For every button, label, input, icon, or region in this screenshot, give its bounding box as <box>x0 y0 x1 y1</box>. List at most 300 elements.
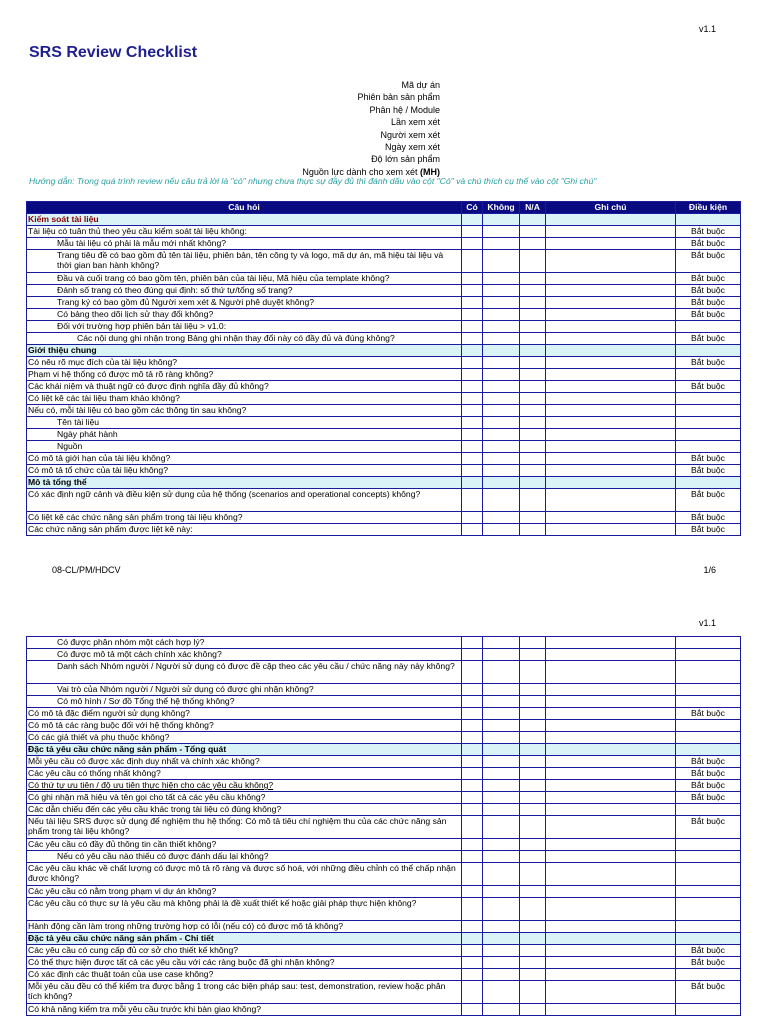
col-no-header: Không <box>483 202 520 214</box>
condition-cell: Bắt buộc <box>676 273 741 285</box>
na-cell[interactable] <box>520 238 546 250</box>
yes-cell[interactable] <box>462 804 483 816</box>
yes-cell[interactable] <box>462 250 483 273</box>
notes-cell[interactable] <box>546 524 676 536</box>
notes-cell[interactable] <box>546 886 676 898</box>
yes-cell[interactable] <box>462 369 483 381</box>
yes-cell[interactable] <box>462 238 483 250</box>
question-cell: Có mô tả đặc điểm người sử dụng không? <box>27 708 462 720</box>
no-cell[interactable] <box>483 417 520 429</box>
section-row <box>27 345 741 357</box>
yes-cell[interactable] <box>462 696 483 708</box>
yes-cell[interactable] <box>462 309 483 321</box>
yes-cell[interactable] <box>462 453 483 465</box>
no-cell[interactable] <box>483 381 520 393</box>
notes-cell[interactable] <box>546 684 676 696</box>
col-condition-header: Điều kiện <box>676 202 741 214</box>
notes-cell[interactable] <box>546 816 676 839</box>
no-cell[interactable] <box>483 333 520 345</box>
na-cell[interactable] <box>520 780 546 792</box>
na-cell[interactable] <box>520 297 546 309</box>
no-cell[interactable] <box>483 661 520 684</box>
condition-cell <box>676 684 741 696</box>
no-cell[interactable] <box>483 524 520 536</box>
section-row <box>27 744 741 756</box>
no-cell[interactable] <box>483 851 520 863</box>
condition-cell <box>676 405 741 417</box>
notes-cell[interactable] <box>546 756 676 768</box>
no-cell[interactable] <box>483 297 520 309</box>
col-question-header: Câu hỏi <box>27 202 462 214</box>
notes-cell[interactable] <box>546 851 676 863</box>
na-cell[interactable] <box>520 969 546 981</box>
no-cell[interactable] <box>483 780 520 792</box>
na-cell[interactable] <box>520 250 546 273</box>
yes-cell[interactable] <box>462 732 483 744</box>
meta-field: Phân hệ / Module <box>369 104 440 115</box>
yes-cell[interactable] <box>462 441 483 453</box>
meta-field: Người xem xét <box>380 129 440 140</box>
notes-cell[interactable] <box>546 429 676 441</box>
no-cell[interactable] <box>483 898 520 921</box>
notes-cell[interactable] <box>546 369 676 381</box>
notes-cell[interactable] <box>546 921 676 933</box>
na-cell[interactable] <box>520 333 546 345</box>
yes-cell[interactable] <box>462 768 483 780</box>
notes-cell[interactable] <box>546 405 676 417</box>
na-cell[interactable] <box>520 720 546 732</box>
yes-cell[interactable] <box>462 708 483 720</box>
notes-cell[interactable] <box>546 945 676 957</box>
question-cell: Nếu có, mỗi tài liệu có bao gồm các thông tin sau không? <box>27 405 462 417</box>
no-cell <box>483 214 520 226</box>
question-cell: Có xác định các thuật toán của use case không? <box>27 969 462 981</box>
notes-cell[interactable] <box>546 1004 676 1016</box>
notes-cell[interactable] <box>546 441 676 453</box>
no-cell[interactable] <box>483 708 520 720</box>
na-cell[interactable] <box>520 309 546 321</box>
checklist-row <box>27 921 741 933</box>
na-cell[interactable] <box>520 273 546 285</box>
yes-cell[interactable] <box>462 886 483 898</box>
na-cell[interactable] <box>520 981 546 1004</box>
section-title: Đặc tả yêu cầu chức năng sản phẩm - Tổng quát <box>27 744 462 756</box>
notes-cell[interactable] <box>546 780 676 792</box>
yes-cell[interactable] <box>462 756 483 768</box>
condition-cell <box>676 804 741 816</box>
na-cell[interactable] <box>520 429 546 441</box>
notes-cell[interactable] <box>546 512 676 524</box>
question-cell: Các nội dung ghi nhận trong Bảng ghi nhận thay đổi này có đầy đủ và đúng không? <box>27 333 462 345</box>
no-cell[interactable] <box>483 321 520 333</box>
notes-cell[interactable] <box>546 649 676 661</box>
no-cell <box>483 345 520 357</box>
question-cell: Danh sách Nhóm người / Người sử dụng có được đề cập theo các yêu cầu / chức năng này này không? <box>27 661 462 684</box>
yes-cell <box>462 744 483 756</box>
no-cell[interactable] <box>483 393 520 405</box>
notes-cell[interactable] <box>546 273 676 285</box>
notes-cell[interactable] <box>546 661 676 684</box>
na-cell[interactable] <box>520 465 546 477</box>
yes-cell[interactable] <box>462 780 483 792</box>
yes-cell[interactable] <box>462 792 483 804</box>
notes-cell[interactable] <box>546 696 676 708</box>
notes-cell[interactable] <box>546 839 676 851</box>
no-cell[interactable] <box>483 921 520 933</box>
no-cell[interactable] <box>483 285 520 297</box>
no-cell[interactable] <box>483 649 520 661</box>
na-cell[interactable] <box>520 863 546 886</box>
yes-cell[interactable] <box>462 851 483 863</box>
question-cell: Các khái niệm và thuật ngữ có được định nghĩa đầy đủ không? <box>27 381 462 393</box>
no-cell[interactable] <box>483 969 520 981</box>
na-cell[interactable] <box>520 417 546 429</box>
notes-cell[interactable] <box>546 226 676 238</box>
no-cell[interactable] <box>483 792 520 804</box>
question-cell: Có được phân nhóm một cách hợp lý? <box>27 637 462 649</box>
yes-cell[interactable] <box>462 684 483 696</box>
yes-cell <box>462 477 483 489</box>
question-cell: Hành động cần làm trong những trường hợp có lỗi (nếu có) có được mô tả không? <box>27 921 462 933</box>
question-cell: Mỗi yêu cầu đều có thể kiểm tra được bằng 1 trong các biện pháp sau: test, demonstration, review hoặc phân tích không? <box>27 981 462 1004</box>
meta-field: Ngày xem xét <box>384 142 440 153</box>
condition-cell <box>676 393 741 405</box>
no-cell[interactable] <box>483 357 520 369</box>
na-cell[interactable] <box>520 453 546 465</box>
no-cell[interactable] <box>483 839 520 851</box>
na-cell[interactable] <box>520 321 546 333</box>
question-cell: Ngày phát hành <box>27 429 462 441</box>
no-cell[interactable] <box>483 405 520 417</box>
notes-cell[interactable] <box>546 898 676 921</box>
yes-cell[interactable] <box>462 465 483 477</box>
meta-resources-label: Nguồn lực dành cho xem xét <box>302 166 418 177</box>
question-cell: Trang ký có bao gồm đủ Người xem xét & Người phê duyệt không? <box>27 297 462 309</box>
checklist-row <box>27 309 741 321</box>
no-cell[interactable] <box>483 886 520 898</box>
notes-cell[interactable] <box>546 285 676 297</box>
yes-cell[interactable] <box>462 357 483 369</box>
na-cell[interactable] <box>520 393 546 405</box>
na-cell[interactable] <box>520 512 546 524</box>
yes-cell[interactable] <box>462 863 483 886</box>
no-cell[interactable] <box>483 756 520 768</box>
yes-cell[interactable] <box>462 1004 483 1016</box>
na-cell[interactable] <box>520 839 546 851</box>
condition-cell <box>676 732 741 744</box>
question-cell: Nếu tài liệu SRS được sử dụng để nghiệm thu hệ thống: Có mô tả tiêu chí nghiệm thu của các chức năng sản phẩm trong tài liệu không? <box>27 816 462 839</box>
yes-cell[interactable] <box>462 957 483 969</box>
yes-cell[interactable] <box>462 969 483 981</box>
na-cell[interactable] <box>520 637 546 649</box>
na-cell[interactable] <box>520 369 546 381</box>
no-cell[interactable] <box>483 732 520 744</box>
na-cell[interactable] <box>520 732 546 744</box>
condition-cell: Bắt buộc <box>676 297 741 309</box>
na-cell[interactable] <box>520 441 546 453</box>
yes-cell[interactable] <box>462 297 483 309</box>
na-cell[interactable] <box>520 768 546 780</box>
checklist-row <box>27 238 741 250</box>
checklist-row <box>27 637 741 649</box>
yes-cell[interactable] <box>462 720 483 732</box>
na-cell[interactable] <box>520 684 546 696</box>
no-cell[interactable] <box>483 429 520 441</box>
checklist-row <box>27 898 741 921</box>
yes-cell[interactable] <box>462 921 483 933</box>
notes-cell[interactable] <box>546 720 676 732</box>
checklist-row <box>27 696 741 708</box>
na-cell[interactable] <box>520 226 546 238</box>
no-cell[interactable] <box>483 863 520 886</box>
condition-cell <box>676 637 741 649</box>
condition-cell <box>676 851 741 863</box>
na-cell[interactable] <box>520 696 546 708</box>
yes-cell[interactable] <box>462 285 483 297</box>
na-cell[interactable] <box>520 851 546 863</box>
no-cell[interactable] <box>483 273 520 285</box>
notes-cell[interactable] <box>546 309 676 321</box>
question-cell: Các yêu cầu có thống nhất không? <box>27 768 462 780</box>
na-cell[interactable] <box>520 661 546 684</box>
notes-cell[interactable] <box>546 489 676 512</box>
question-cell: Nguồn <box>27 441 462 453</box>
yes-cell[interactable] <box>462 381 483 393</box>
no-cell[interactable] <box>483 768 520 780</box>
notes-cell[interactable] <box>546 453 676 465</box>
yes-cell[interactable] <box>462 839 483 851</box>
yes-cell[interactable] <box>462 512 483 524</box>
condition-cell: Bắt buộc <box>676 226 741 238</box>
checklist-row <box>27 321 741 333</box>
yes-cell[interactable] <box>462 226 483 238</box>
question-cell: Có thể thực hiện được tất cả các yêu cầu với các ràng buộc đã ghi nhận không? <box>27 957 462 969</box>
na-cell[interactable] <box>520 792 546 804</box>
notes-cell[interactable] <box>546 417 676 429</box>
condition-cell: Bắt buộc <box>676 945 741 957</box>
na-cell[interactable] <box>520 489 546 512</box>
condition-cell: Bắt buộc <box>676 250 741 273</box>
na-cell[interactable] <box>520 921 546 933</box>
condition-cell <box>676 477 741 489</box>
no-cell[interactable] <box>483 957 520 969</box>
yes-cell[interactable] <box>462 637 483 649</box>
guide-note: Hướng dẫn: Trong quá trình review nếu câu trả lời là "có" nhưng chưa thực sự đầy đủ thì đánh dấu vào cột "Có" và chú thích cụ thể vào cột "Ghi chú" <box>29 176 597 186</box>
na-cell[interactable] <box>520 405 546 417</box>
no-cell[interactable] <box>483 309 520 321</box>
document-code: 08-CL/PM/HDCV <box>52 565 121 575</box>
condition-cell: Bắt buộc <box>676 381 741 393</box>
question-cell: Đối với trường hợp phiên bản tài liệu > v1.0: <box>27 321 462 333</box>
condition-cell: Bắt buộc <box>676 238 741 250</box>
checklist-row <box>27 756 741 768</box>
table-header-row <box>27 202 741 214</box>
yes-cell[interactable] <box>462 816 483 839</box>
checklist-row <box>27 957 741 969</box>
notes-cell[interactable] <box>546 792 676 804</box>
checklist-row <box>27 969 741 981</box>
question-cell: Có mô tả tổ chức của tài liệu không? <box>27 465 462 477</box>
condition-cell: Bắt buộc <box>676 792 741 804</box>
question-cell: Nếu có yêu cầu nào thiếu có được đánh dấu lại không? <box>27 851 462 863</box>
notes-cell[interactable] <box>546 465 676 477</box>
question-cell: Phạm vi hệ thống có được mô tả rõ ràng không? <box>27 369 462 381</box>
checklist-row <box>27 684 741 696</box>
na-cell[interactable] <box>520 1004 546 1016</box>
no-cell[interactable] <box>483 1004 520 1016</box>
na-cell[interactable] <box>520 957 546 969</box>
condition-cell <box>676 321 741 333</box>
condition-cell <box>676 898 741 921</box>
checklist-row <box>27 512 741 524</box>
checklist-row <box>27 768 741 780</box>
checklist-row <box>27 863 741 886</box>
no-cell[interactable] <box>483 696 520 708</box>
meta-field: Mã dự án <box>401 80 440 90</box>
condition-cell <box>676 369 741 381</box>
no-cell[interactable] <box>483 453 520 465</box>
yes-cell[interactable] <box>462 524 483 536</box>
notes-cell[interactable] <box>546 804 676 816</box>
yes-cell[interactable] <box>462 393 483 405</box>
condition-cell: Bắt buộc <box>676 465 741 477</box>
na-cell[interactable] <box>520 524 546 536</box>
no-cell[interactable] <box>483 684 520 696</box>
notes-cell[interactable] <box>546 357 676 369</box>
checklist-row <box>27 417 741 429</box>
yes-cell <box>462 214 483 226</box>
project-meta <box>240 79 440 178</box>
notes-cell[interactable] <box>546 333 676 345</box>
yes-cell[interactable] <box>462 649 483 661</box>
no-cell <box>483 933 520 945</box>
notes-cell[interactable] <box>546 393 676 405</box>
notes-cell[interactable] <box>546 981 676 1004</box>
condition-cell <box>676 429 741 441</box>
na-cell[interactable] <box>520 804 546 816</box>
version-label: v1.1 <box>698 618 716 628</box>
no-cell[interactable] <box>483 226 520 238</box>
notes-cell[interactable] <box>546 957 676 969</box>
yes-cell[interactable] <box>462 981 483 1004</box>
notes-cell[interactable] <box>546 321 676 333</box>
notes-cell[interactable] <box>546 732 676 744</box>
na-cell[interactable] <box>520 816 546 839</box>
checklist-row <box>27 708 741 720</box>
question-cell: Có bảng theo dõi lịch sử thay đổi không? <box>27 309 462 321</box>
section-title: Kiểm soát tài liệu <box>27 214 462 226</box>
notes-cell[interactable] <box>546 708 676 720</box>
question-cell: Mỗi yêu cầu có được xác định duy nhất và chính xác không? <box>27 756 462 768</box>
na-cell[interactable] <box>520 945 546 957</box>
no-cell[interactable] <box>483 369 520 381</box>
notes-cell[interactable] <box>546 238 676 250</box>
checklist-row <box>27 804 741 816</box>
question-cell: Có mô hình / Sơ đồ Tổng thể hệ thống không? <box>27 696 462 708</box>
na-cell[interactable] <box>520 649 546 661</box>
no-cell <box>483 744 520 756</box>
notes-cell <box>546 214 676 226</box>
no-cell[interactable] <box>483 441 520 453</box>
yes-cell[interactable] <box>462 489 483 512</box>
question-cell: Các yêu cầu khác về chất lượng có được mô tả rõ ràng và được số hoá, với những điều chỉnh có thể chấp nhận được không? <box>27 863 462 886</box>
yes-cell[interactable] <box>462 945 483 957</box>
col-yes-header: Có <box>462 202 483 214</box>
yes-cell[interactable] <box>462 898 483 921</box>
no-cell[interactable] <box>483 250 520 273</box>
no-cell[interactable] <box>483 637 520 649</box>
question-cell: Có mô tả các ràng buộc đối với hệ thống không? <box>27 720 462 732</box>
question-cell: Có khả năng kiểm tra mỗi yêu cầu trước khi bàn giao không? <box>27 1004 462 1016</box>
question-cell: Tài liệu có tuân thủ theo yêu cầu kiểm soát tài liệu không: <box>27 226 462 238</box>
na-cell[interactable] <box>520 285 546 297</box>
na-cell <box>520 744 546 756</box>
checklist-table-page-1 <box>26 201 741 536</box>
na-cell[interactable] <box>520 381 546 393</box>
no-cell[interactable] <box>483 465 520 477</box>
notes-cell[interactable] <box>546 250 676 273</box>
question-cell: Các yêu cầu có thực sự là yêu cầu mà không phải là đề xuất thiết kế hoặc giải pháp thực hiện không? <box>27 898 462 921</box>
na-cell[interactable] <box>520 898 546 921</box>
condition-cell <box>676 839 741 851</box>
condition-cell <box>676 696 741 708</box>
checklist-row <box>27 453 741 465</box>
no-cell[interactable] <box>483 238 520 250</box>
page-number: 1/6 <box>703 565 716 575</box>
na-cell[interactable] <box>520 357 546 369</box>
no-cell[interactable] <box>483 981 520 1004</box>
yes-cell[interactable] <box>462 661 483 684</box>
yes-cell[interactable] <box>462 429 483 441</box>
question-cell: Các chức năng sản phẩm được liệt kê này: <box>27 524 462 536</box>
question-cell: Có thứ tự ưu tiên / độ ưu tiên thực hiện cho các yêu cầu không? <box>27 780 462 792</box>
no-cell[interactable] <box>483 720 520 732</box>
checklist-row <box>27 441 741 453</box>
notes-cell[interactable] <box>546 768 676 780</box>
no-cell[interactable] <box>483 945 520 957</box>
notes-cell[interactable] <box>546 637 676 649</box>
yes-cell[interactable] <box>462 273 483 285</box>
question-cell: Các dẫn chiếu đến các yêu cầu khác trong tài liệu có đúng không? <box>27 804 462 816</box>
no-cell[interactable] <box>483 804 520 816</box>
checklist-row <box>27 945 741 957</box>
yes-cell[interactable] <box>462 321 483 333</box>
question-cell: Có liệt kê các tài liệu tham khảo không? <box>27 393 462 405</box>
yes-cell[interactable] <box>462 333 483 345</box>
no-cell[interactable] <box>483 512 520 524</box>
checklist-row <box>27 381 741 393</box>
notes-cell[interactable] <box>546 381 676 393</box>
condition-cell <box>676 214 741 226</box>
notes-cell[interactable] <box>546 863 676 886</box>
meta-resources-unit: (MH) <box>420 166 440 177</box>
notes-cell <box>546 477 676 489</box>
condition-cell: Bắt buộc <box>676 957 741 969</box>
yes-cell[interactable] <box>462 417 483 429</box>
notes-cell[interactable] <box>546 969 676 981</box>
na-cell[interactable] <box>520 886 546 898</box>
no-cell[interactable] <box>483 489 520 512</box>
condition-cell <box>676 886 741 898</box>
na-cell[interactable] <box>520 756 546 768</box>
checklist-row <box>27 297 741 309</box>
checklist-row <box>27 285 741 297</box>
page-title: SRS Review Checklist <box>29 44 198 61</box>
notes-cell[interactable] <box>546 297 676 309</box>
na-cell[interactable] <box>520 708 546 720</box>
yes-cell[interactable] <box>462 405 483 417</box>
no-cell[interactable] <box>483 816 520 839</box>
